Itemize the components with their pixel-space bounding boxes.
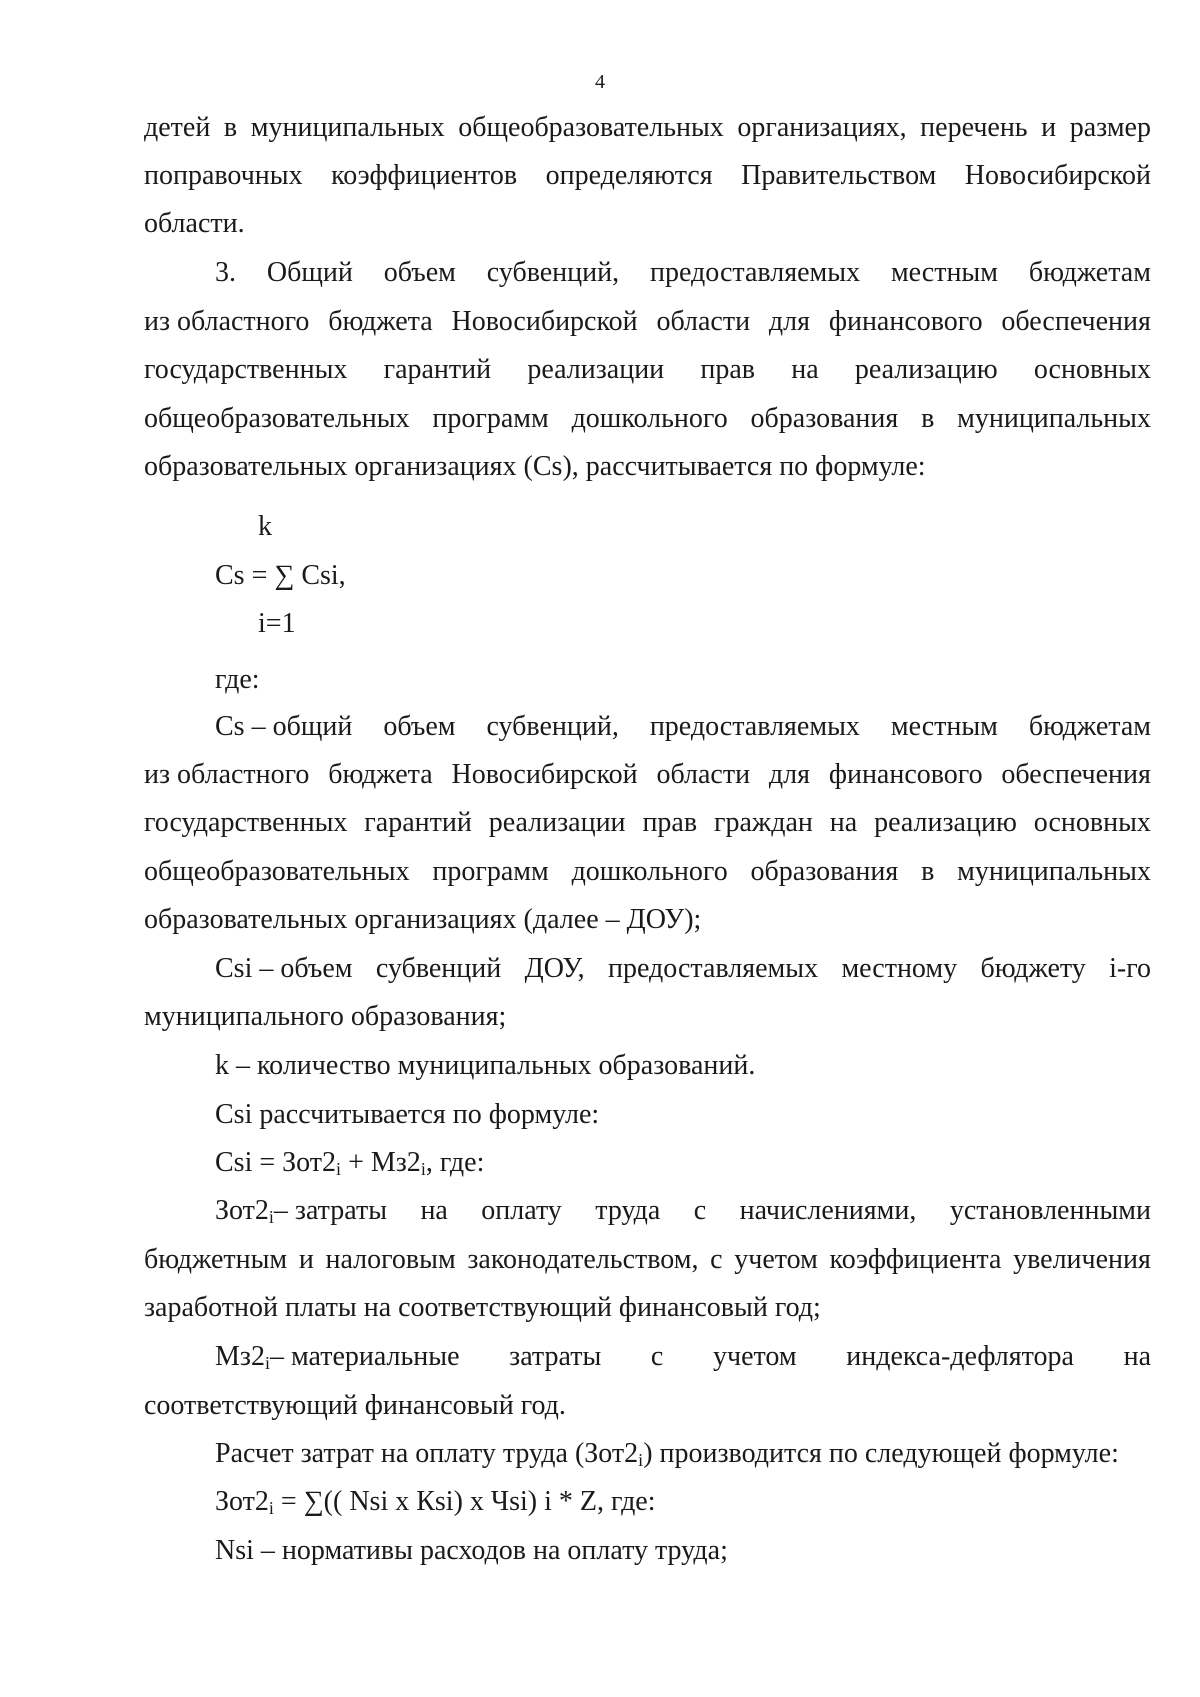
page-number: 4 <box>595 71 605 93</box>
formula-upper-limit: k <box>258 511 272 542</box>
word: перечень <box>920 112 1028 143</box>
text-line <box>215 1194 1151 1228</box>
word: реализации <box>488 807 626 838</box>
word: области <box>656 306 751 337</box>
word: затраты <box>509 1341 602 1372</box>
word: и <box>298 1244 314 1275</box>
word: начислениями, <box>739 1195 917 1226</box>
word: поправочных <box>144 160 303 191</box>
word: на <box>1123 1341 1151 1372</box>
word: из областного <box>144 306 310 337</box>
word: коэффициента <box>829 1244 1002 1275</box>
word: субвенций, <box>486 257 620 288</box>
word: общеобразовательных <box>144 403 410 434</box>
text-line <box>215 256 1151 290</box>
text-line <box>215 952 1151 986</box>
word: субвенций, <box>486 711 619 742</box>
word: местным <box>890 711 998 742</box>
text-line: Csi рассчитывается по формуле: <box>215 1099 600 1130</box>
word: на <box>791 354 819 385</box>
word: в <box>921 856 935 887</box>
text-line: области. <box>144 208 245 239</box>
word: финансового <box>828 759 983 790</box>
word: обеспечения <box>1001 759 1151 790</box>
text-line <box>144 1243 1151 1277</box>
word: Новосибирской <box>964 160 1151 191</box>
word: объем <box>383 257 456 288</box>
word: индекса-дефлятора <box>846 1341 1074 1372</box>
word: реализации <box>527 354 665 385</box>
word: бюджету <box>980 953 1086 984</box>
word: в <box>921 403 935 434</box>
word: Cs – общий <box>215 711 353 742</box>
word: для <box>768 759 810 790</box>
word: учетом <box>713 1341 797 1372</box>
term: $Мз2_i-$ материальные <box>215 1341 460 1373</box>
word: на <box>829 807 858 838</box>
word: бюджетам <box>1028 257 1151 288</box>
word: учетом <box>734 1244 818 1275</box>
word: законодательством, <box>467 1244 699 1275</box>
word: дошкольного <box>571 403 728 434</box>
text-line <box>215 710 1151 744</box>
word: предоставляемых <box>607 953 819 984</box>
word: для <box>768 306 810 337</box>
word: установленными <box>949 1195 1151 1226</box>
word: с <box>693 1195 707 1226</box>
word: государственных <box>144 354 348 385</box>
word: Новосибирской <box>451 759 638 790</box>
word: определяются <box>545 160 713 191</box>
word: в <box>223 112 238 143</box>
word: объем <box>383 711 456 742</box>
word: с <box>650 1341 664 1372</box>
word: прав <box>642 807 698 838</box>
word: Csi – объем <box>215 953 353 984</box>
word: Новосибирской <box>451 306 638 337</box>
word: увеличения <box>1013 1244 1151 1275</box>
word: бюджета <box>328 306 433 337</box>
word: общеобразовательных <box>144 856 410 887</box>
formula-csi: Csi = $Зот2_i + Мз2_i$, где: <box>215 1147 485 1179</box>
word: ДОУ, <box>524 953 585 984</box>
word: коэффициентов <box>331 160 518 191</box>
word: гарантий <box>383 354 492 385</box>
text-line: заработной платы на соответствующий финансовый год; <box>144 1292 821 1323</box>
word: обеспечения <box>1001 306 1151 337</box>
word: образования <box>750 403 899 434</box>
text-line: муниципального образования; <box>144 1001 507 1032</box>
word: организациях, <box>737 112 907 143</box>
word: программ <box>432 856 549 887</box>
word: из областного <box>144 759 310 790</box>
text-line: где: <box>215 664 260 695</box>
word: местному <box>841 953 958 984</box>
text-line <box>144 305 1151 339</box>
word: общеобразовательных <box>458 112 724 143</box>
word: бюджета <box>328 759 433 790</box>
word: предоставляемых <box>649 711 860 742</box>
text-line: Nsi – нормативы расходов на оплату труда; <box>215 1535 728 1566</box>
word: субвенций <box>375 953 502 984</box>
text-line <box>144 758 1151 792</box>
word: муниципальных <box>250 112 445 143</box>
word: предоставляемых <box>649 257 861 288</box>
word: программ <box>432 403 549 434</box>
formula-zot2: $Зот2_i$ = ∑(( Nsi x Кsi) x Чsi) i * Z, где: <box>215 1486 656 1518</box>
word: размер <box>1069 112 1151 143</box>
text-line: Расчет затрат на оплату труда $(Зот2_i)$ производится по следующей формуле: <box>215 1438 1119 1470</box>
word: детей <box>144 112 211 143</box>
word: бюджетным <box>144 1244 288 1275</box>
word: дошкольного <box>571 856 728 887</box>
word: оплату <box>481 1195 562 1226</box>
text-line <box>144 159 1151 193</box>
word: области <box>656 759 751 790</box>
text-line: образовательных организациях (Cs), рассчитывается по формуле: <box>144 451 926 482</box>
text-line <box>215 1340 1151 1374</box>
word: i-го <box>1109 953 1151 984</box>
word: основных <box>1033 354 1151 385</box>
word: реализацию <box>854 354 998 385</box>
word: бюджетам <box>1028 711 1151 742</box>
word: и <box>1041 112 1057 143</box>
text-line: образовательных организациях (далее – ДОУ); <box>144 904 702 935</box>
word: основных <box>1033 807 1151 838</box>
word: государственных <box>144 807 348 838</box>
word: муниципальных <box>957 856 1151 887</box>
word: граждан <box>713 807 813 838</box>
word: Правительством <box>741 160 937 191</box>
word: местным <box>890 257 998 288</box>
word: реализацию <box>874 807 1017 838</box>
word: труда <box>595 1195 661 1226</box>
text-line: k – количество муниципальных образований. <box>215 1050 756 1081</box>
term: $Зот2_i-$ затраты <box>215 1195 388 1227</box>
word: прав <box>700 354 756 385</box>
formula-cs: Cs = ∑ Csi, <box>215 560 346 591</box>
formula-lower-limit: i=1 <box>258 608 296 639</box>
text-line: соответствующий финансовый год. <box>144 1390 566 1421</box>
text-line <box>144 806 1151 840</box>
word: гарантий <box>364 807 472 838</box>
text-line <box>144 402 1151 436</box>
word: налоговым <box>325 1244 456 1275</box>
word: на <box>420 1195 448 1226</box>
text-line <box>144 353 1151 387</box>
text-line <box>144 855 1151 889</box>
text-line <box>144 111 1151 145</box>
word: с <box>710 1244 723 1275</box>
word: 3. <box>215 257 236 288</box>
word: Общий <box>266 257 353 288</box>
word: финансового <box>828 306 983 337</box>
word: муниципальных <box>957 403 1151 434</box>
word: образования <box>750 856 899 887</box>
